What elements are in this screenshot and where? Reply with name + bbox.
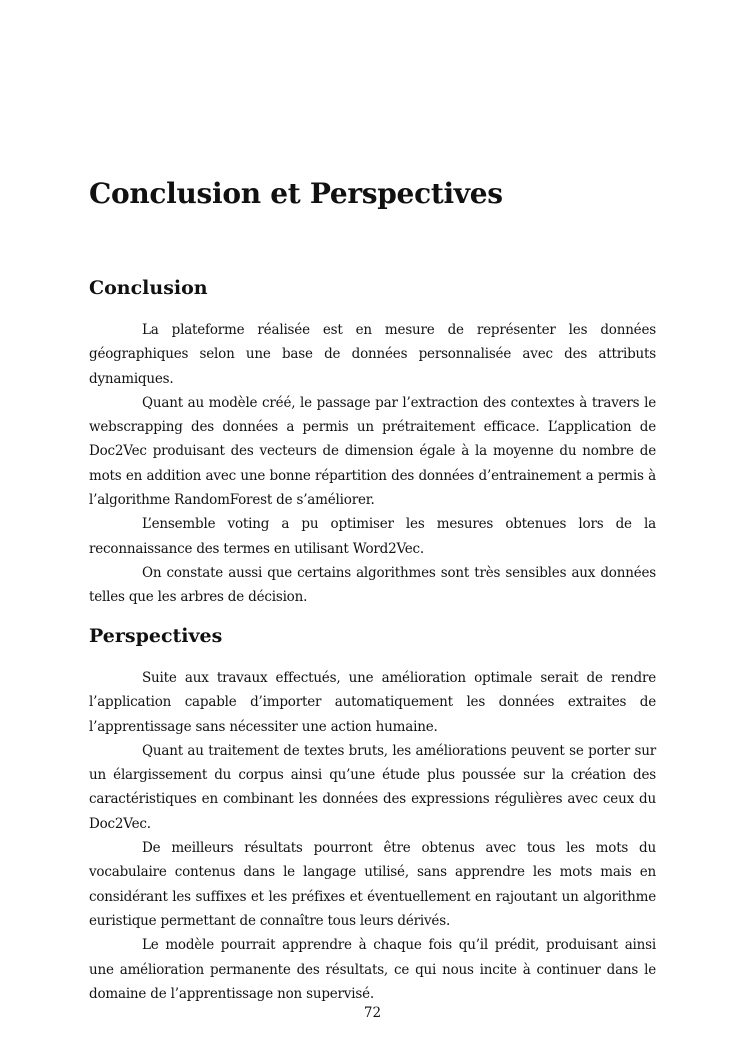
section-title-conclusion: Conclusion — [89, 277, 208, 299]
section-body-perspectives — [89, 666, 656, 1006]
paragraph: La plateforme réalisée est en mesure de représenter les données géographiques selon une base de données personnalisée avec des attributs dynamiques. — [89, 322, 656, 387]
paragraph: Le modèle pourrait apprendre à chaque fois qu’il prédit, produisant ainsi une amélioration permanente des résultats, ce qui nous incite à continuer dans le domaine de l’apprentissage non supervisé. — [89, 937, 656, 1002]
document-page — [89, 0, 656, 1053]
paragraph: L’ensemble voting a pu optimiser les mesures obtenues lors de la reconnaissance des termes en utilisant Word2Vec. — [89, 516, 656, 557]
paragraph: Quant au traitement de textes bruts, les améliorations peuvent se porter sur un élargissement du corpus ainsi qu’une étude plus poussée sur la création des caractéristiques en combinant les données des expressions régulières avec ceux du Doc2Vec. — [89, 742, 656, 832]
section-body-conclusion — [89, 318, 656, 610]
section-title-perspectives: Perspectives — [89, 625, 223, 647]
page-number: 72 — [363, 1005, 382, 1021]
paragraph: On constate aussi que certains algorithmes sont très sensibles aux données telles que les arbres de décision. — [89, 564, 656, 606]
chapter-title: Conclusion et Perspectives — [89, 177, 503, 210]
paragraph: Quant au modèle créé, le passage par l’extraction des contextes à travers le webscrapping des données a permis un prétraitement efficace. L’application de Doc2Vec produisant des vecteurs de dimension égale à la moyenne du nombre de mots en addition avec une bonne répartition des données d’entrainement a permis à l’algorithme RandomForest de s’améliorer. — [89, 394, 656, 509]
paragraph: Suite aux travaux effectués, une amélioration optimale serait de rendre l’application capable d’importer automatiquement les données extraites de l’apprentissage sans nécessiter une action humaine. — [89, 670, 656, 735]
paragraph: De meilleurs résultats pourront être obtenus avec tous les mots du vocabulaire contenus dans le langage utilisé, sans apprendre les mots mais en considérant les suffixes et les préfixes et éventuellement en rajoutant un algorithme euristique permettant de connaître tous leurs dérivés. — [89, 840, 656, 929]
